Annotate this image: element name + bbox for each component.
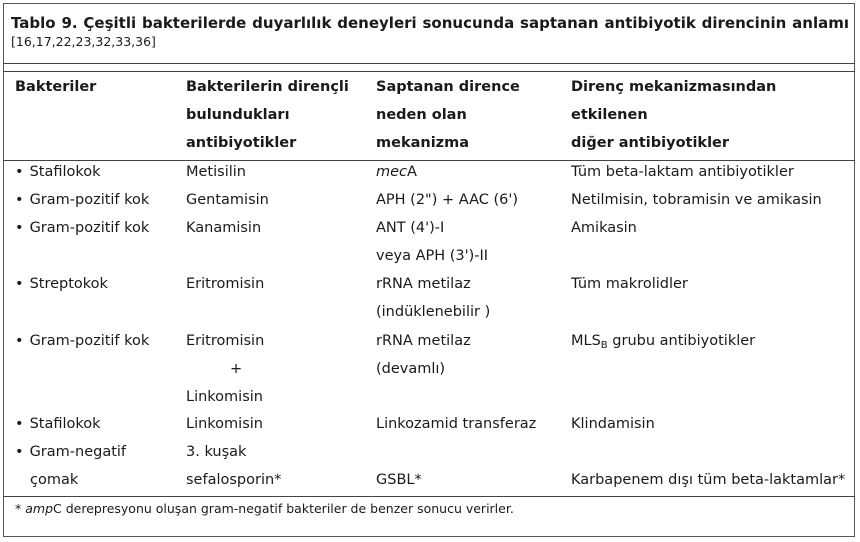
row-others: Amikasin bbox=[571, 220, 637, 236]
row-mechanism: Linkozamid transferaz bbox=[376, 416, 537, 432]
row-others: Tüm makrolidler bbox=[571, 276, 688, 292]
row-bacteria: • Stafilokok bbox=[15, 410, 101, 438]
row-bacteria: • Gram-pozitif kok bbox=[15, 186, 149, 214]
row-antibiotic-plus: + bbox=[230, 361, 243, 377]
header-affected-line2: etkilenen bbox=[571, 107, 648, 123]
row-antibiotic: Gentamisin bbox=[186, 192, 269, 208]
header-mechanism-line3: mekanizma bbox=[376, 135, 469, 151]
mechanism-gene-suffix: A bbox=[407, 164, 417, 180]
row-antibiotic-line1: 3. kuşak bbox=[186, 444, 247, 460]
footnote-text: C derepresyonu oluşan gram-negatif bakteriler de benzer sonucu verirler. bbox=[53, 501, 514, 516]
header-resistant-antibiotics-line2: bulundukları bbox=[186, 107, 290, 123]
header-resistant-antibiotics-line3: antibiyotikler bbox=[186, 135, 297, 151]
bottom-rule bbox=[3, 496, 855, 497]
row-mechanism bbox=[376, 158, 417, 186]
row-others: Netilmisin, tobramisin ve amikasin bbox=[571, 192, 822, 208]
row-others: Klindamisin bbox=[571, 416, 655, 432]
header-mechanism-line1: Saptanan dirence bbox=[376, 79, 520, 95]
top-rule bbox=[3, 63, 855, 64]
top-rule-inner bbox=[3, 71, 855, 72]
row-mechanism: GSBL* bbox=[376, 472, 422, 488]
row-others: Karbapenem dışı tüm beta-laktamlar* bbox=[571, 472, 846, 488]
row-mechanism: APH (2") + AAC (6') bbox=[376, 192, 518, 208]
row-antibiotic-line2: sefalosporin* bbox=[186, 472, 282, 488]
row-bacteria: • Gram-pozitif kok bbox=[15, 327, 149, 355]
mechanism-gene-italic: mec bbox=[376, 164, 408, 180]
row-bacteria-line2: çomak bbox=[30, 472, 79, 488]
header-mechanism-line2: neden olan bbox=[376, 107, 467, 123]
header-resistant-antibiotics-line1: Bakterilerin dirençli bbox=[186, 79, 349, 95]
footnote-gene-italic: amp bbox=[25, 501, 54, 516]
row-mechanism-line2: veya APH (3')-II bbox=[376, 248, 489, 264]
table-references: [16,17,22,23,32,33,36] bbox=[11, 34, 156, 49]
table-title: Tablo 9. Çeşitli bakterilerde duyarlılık deneyleri sonucunda saptanan antibiyotik direncinin anlamı bbox=[11, 14, 849, 32]
header-bacteria: Bakteriler bbox=[15, 79, 97, 95]
row-mechanism-line2: (indüklenebilir ) bbox=[376, 304, 491, 320]
footnote-asterisk: * bbox=[15, 501, 26, 516]
row-antibiotic: Metisilin bbox=[186, 164, 246, 180]
row-bacteria: • Gram-pozitif kok bbox=[15, 214, 149, 242]
row-mechanism-line1: rRNA metilaz bbox=[376, 333, 471, 349]
header-affected-line3: diğer antibiyotikler bbox=[571, 135, 730, 151]
mls-suffix: grubu antibiyotikler bbox=[607, 333, 756, 349]
row-bacteria-line1: • Gram-negatif bbox=[15, 438, 126, 466]
row-bacteria: • Streptokok bbox=[15, 270, 108, 298]
row-mechanism-line1: ANT (4')-I bbox=[376, 220, 445, 236]
row-antibiotic-line1: Eritromisin bbox=[186, 333, 265, 349]
row-antibiotic: Kanamisin bbox=[186, 220, 262, 236]
row-antibiotic: Eritromisin bbox=[186, 276, 265, 292]
mls-subscript: B bbox=[600, 340, 608, 351]
table-footnote bbox=[15, 500, 514, 518]
row-mechanism-line2: (devamlı) bbox=[376, 361, 446, 377]
row-mechanism-line1: rRNA metilaz bbox=[376, 276, 471, 292]
row-others bbox=[571, 327, 755, 360]
row-bacteria: • Stafilokok bbox=[15, 158, 101, 186]
mls-prefix: MLS bbox=[571, 333, 601, 349]
row-antibiotic: Linkomisin bbox=[186, 416, 263, 432]
row-others: Tüm beta-laktam antibiyotikler bbox=[571, 164, 794, 180]
header-affected-line1: Direnç mekanizmasından bbox=[571, 79, 777, 95]
row-antibiotic-line3: Linkomisin bbox=[186, 389, 263, 405]
